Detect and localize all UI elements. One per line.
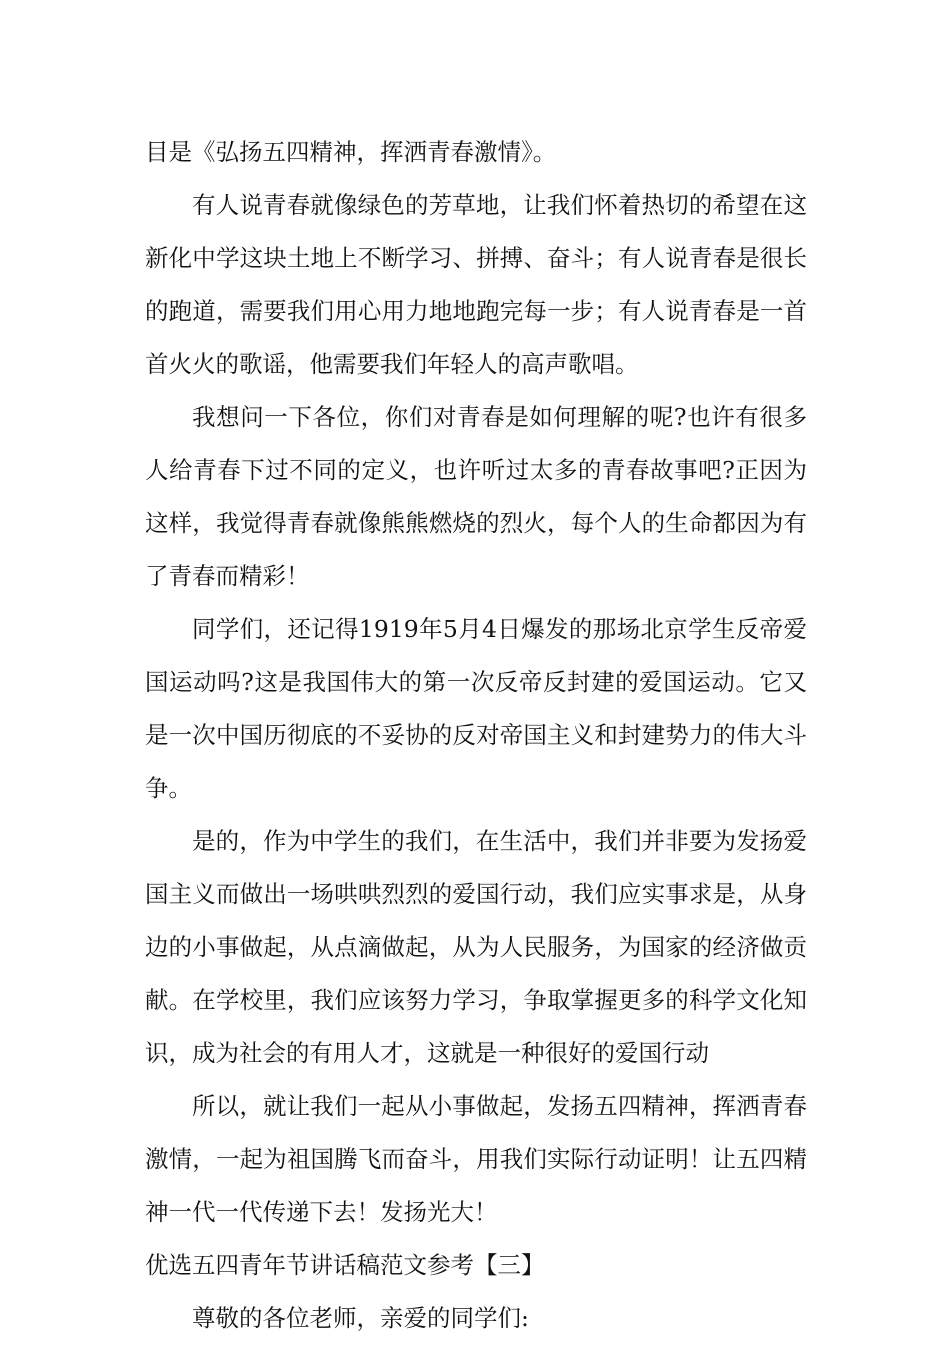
paragraph-conclusion: 所以，就让我们一起从小事做起，发扬五四精神，挥洒青春激情，一起为祖国腾飞而奋斗，用我们实际行动证明！让五四精神一代一代传递下去！发扬光大！	[145, 1092, 807, 1226]
paragraph-may-fourth-history: 同学们，还记得1919年5月4日爆发的那场北京学生反帝爱国运动吗?这是我国伟大的第一次反帝反封建的爱国运动。它又是一次中国历彻底的不妥协的反对帝国主义和封建势力的伟大斗争。	[145, 615, 807, 802]
paragraph-youth-metaphors: 有人说青春就像绿色的芳草地，让我们怀着热切的希望在这新化中学这块土地上不断学习、拼搏、奋斗；有人说青春是很长的跑道，需要我们用心用力地地跑完每一步；有人说青春是一首首火火的歌谣，他需要我们年轻人的高声歌唱。	[145, 191, 807, 378]
paragraph-youth-question: 我想问一下各位，你们对青春是如何理解的呢?也许有很多人给青春下过不同的定义，也许听过太多的青春故事吧?正因为这样，我觉得青春就像熊熊燃烧的烈火，每个人的生命都因为有了青春而精彩！	[145, 403, 807, 590]
paragraph-patriotic-action: 是的，作为中学生的我们，在生活中，我们并非要为发扬爱国主义而做出一场哄哄烈烈的爱国行动，我们应实事求是，从身边的小事做起，从点滴做起，从为人民服务，为国家的经济做贡献。在学校里，我们应该努力学习，争取掌握更多的科学文化知识，成为社会的有用人才，这就是一种很好的爱国行动	[145, 827, 807, 1067]
paragraph-title-continuation: 目是《弘扬五四精神，挥洒青春激情》。	[145, 138, 557, 166]
salutation: 尊敬的各位老师，亲爱的同学们:	[192, 1304, 529, 1332]
section-heading: 优选五四青年节讲话稿范文参考【三】	[145, 1251, 545, 1279]
document-body	[145, 126, 807, 1345]
